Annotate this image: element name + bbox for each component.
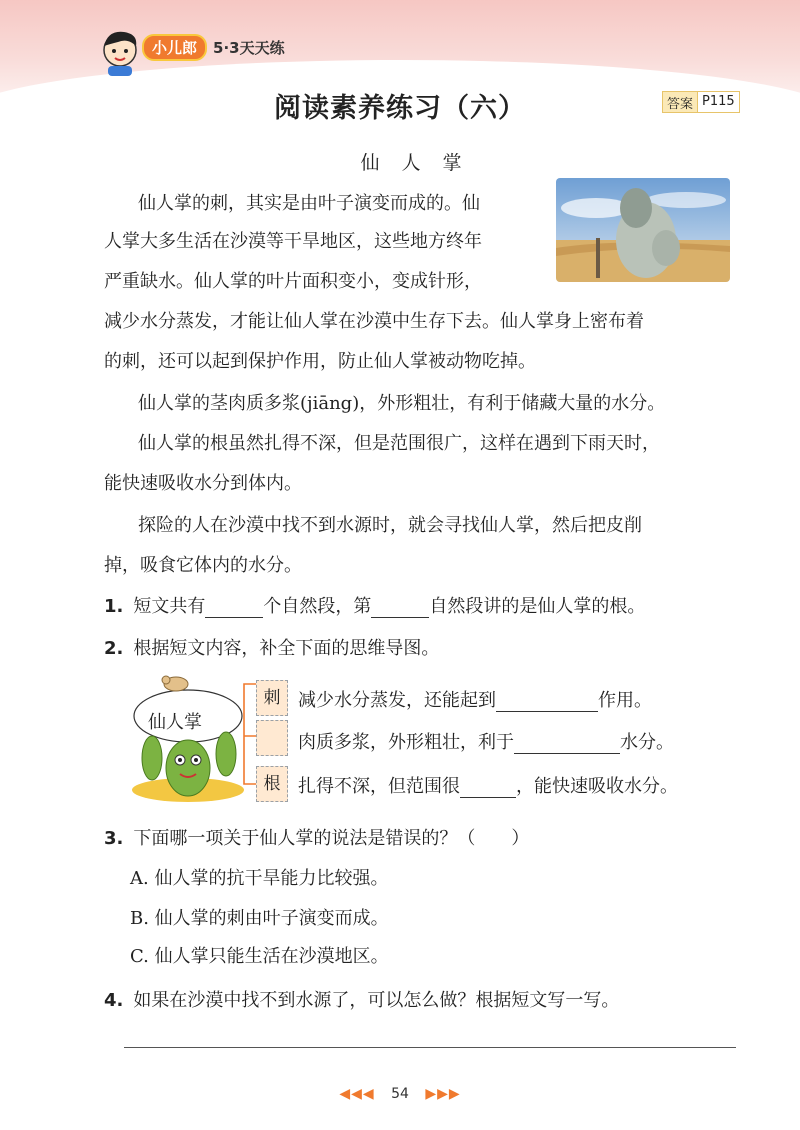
mindmap-row-3-blank[interactable] (460, 777, 516, 798)
series-name: 5·3天天练 (213, 38, 285, 57)
cactus-photo (556, 178, 730, 282)
story-para1-line3: 严重缺水。仙人掌的叶片面积变小，变成针形， (104, 271, 482, 292)
mindmap-row-3-text-a: 扎得不深，但范围很 (298, 776, 460, 797)
question-1-text-b: 个自然段，第 (263, 596, 372, 617)
question-4-text: 如果在沙漠中找不到水源了，可以怎么做？根据短文写一写。 (133, 990, 620, 1011)
mindmap-row-2-blank[interactable] (514, 733, 620, 754)
answer-page: P115 (697, 92, 739, 112)
story-para2-line1: 仙人掌的茎肉质多浆(jiāng)，外形粗壮，有利于储藏大量的水分。 (138, 393, 666, 414)
question-1-blank-2[interactable] (371, 597, 429, 618)
question-1-blank-1[interactable] (205, 597, 263, 618)
story-para1-line2: 人掌大多生活在沙漠等干旱地区，这些地方终年 (104, 231, 482, 252)
story-para1-line4: 减少水分蒸发，才能让仙人掌在沙漠中生存下去。仙人掌身上密布着 (104, 311, 644, 332)
mindmap-row-1-blank[interactable] (496, 691, 598, 712)
page-footer (0, 1086, 800, 1102)
prev-arrows-icon: ◀◀◀ (339, 1086, 375, 1102)
question-1-text-c: 自然段讲的是仙人掌的根。 (429, 596, 646, 617)
mindmap-box-root: 根 (256, 766, 288, 802)
next-arrows-icon: ▶▶▶ (425, 1086, 461, 1102)
story-para3-line1: 仙人掌的根虽然扎得不深，但是范围很广，这样在遇到下雨天时， (138, 433, 660, 454)
page-number: 54 (391, 1086, 409, 1102)
question-3 (104, 824, 529, 850)
brand-name: 小儿郎 (142, 34, 207, 61)
mindmap-row-2-text-b: 水分。 (620, 732, 674, 753)
question-2-text: 根据短文内容，补全下面的思维导图。 (133, 638, 440, 659)
mindmap-box-stem-blank[interactable] (256, 720, 288, 756)
question-2 (104, 634, 439, 660)
story-para1-line5: 的刺，还可以起到保护作用，防止仙人掌被动物吃掉。 (104, 351, 536, 372)
story-para4-line1: 探险的人在沙漠中找不到水源时，就会寻找仙人掌，然后把皮削 (138, 515, 642, 536)
question-3-option-b[interactable]: B. 仙人掌的刺由叶子演变而成。 (130, 908, 389, 929)
mindmap-row-3-text-b: ，能快速吸收水分。 (516, 776, 678, 797)
mindmap-row-1-text-a: 减少水分蒸发，还能起到 (298, 690, 496, 711)
question-4-answer-line[interactable] (124, 1047, 736, 1048)
answer-label: 答案 (667, 96, 694, 112)
story-para4-line2: 掉，吸食它体内的水分。 (104, 555, 302, 576)
question-3-option-c[interactable]: C. 仙人掌只能生活在沙漠地区。 (130, 946, 389, 967)
mindmap-row-3 (298, 772, 678, 798)
question-1-text-a: 短文共有 (133, 596, 206, 617)
boy-mascot-icon (98, 26, 142, 78)
mindmap-row-1-text-b: 作用。 (598, 690, 652, 711)
question-1-number: 1. (104, 596, 124, 617)
mindmap-row-2 (298, 728, 674, 754)
mindmap-row-2-text-a: 肉质多浆，外形粗壮，利于 (298, 732, 514, 753)
question-4 (104, 986, 619, 1012)
page-title: 阅读素养练习（六） (274, 93, 526, 124)
story-title: 仙人掌 (360, 152, 484, 174)
question-1 (104, 592, 645, 618)
question-2-number: 2. (104, 638, 124, 659)
question-3-option-a[interactable]: A. 仙人掌的抗干旱能力比较强。 (130, 868, 389, 889)
mindmap-row-1 (298, 686, 652, 712)
answer-reference (662, 91, 740, 113)
question-4-number: 4. (104, 990, 124, 1011)
question-3-number: 3. (104, 828, 124, 849)
mindmap-center-label: 仙人掌 (148, 712, 202, 733)
brand-logo (142, 36, 285, 58)
mindmap-box-thorn: 刺 (256, 680, 288, 716)
story-para1-line1: 仙人掌的刺，其实是由叶子演变而成的。仙 (138, 193, 480, 214)
question-3-text: 下面哪一项关于仙人掌的说法是错误的？（ ） (133, 828, 530, 849)
story-para3-line2: 能快速吸收水分到体内。 (104, 473, 302, 494)
